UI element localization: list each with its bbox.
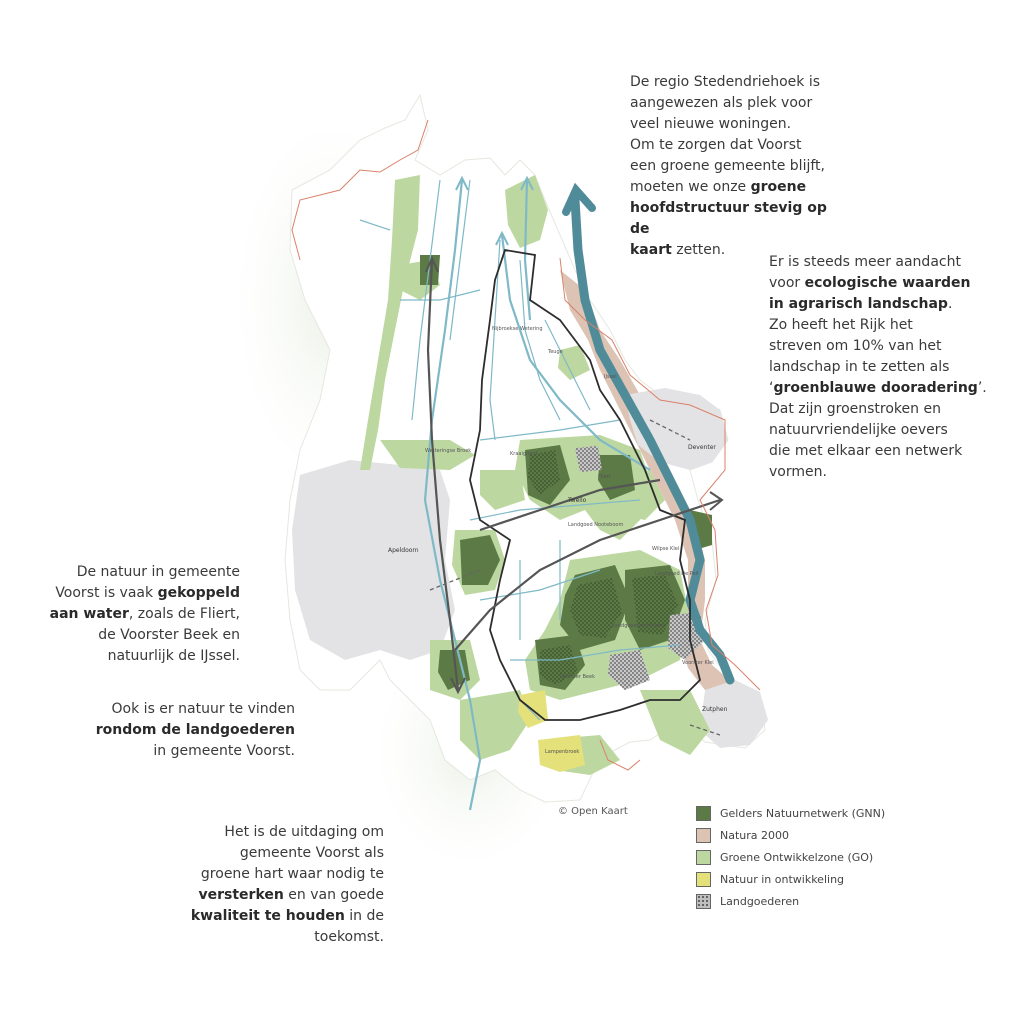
label-wetering: Nijbroekse Wetering (492, 326, 543, 332)
map-legend (696, 802, 885, 912)
text-line: De regio Stedendriehoek is (630, 74, 820, 90)
text-line: een groene gemeente blijft, (630, 158, 825, 174)
text-line: die met elkaar een netwerk (769, 443, 963, 459)
emphasis: groenblauwe dooradering (773, 380, 978, 396)
text-line: Ook is er natuur te vinden (111, 701, 295, 717)
legend-swatch (696, 806, 711, 821)
estates-text-block (60, 699, 295, 762)
emphasis: in agrarisch landschap (769, 296, 948, 312)
label-kraaigrond: Kraaigrond (510, 451, 538, 457)
legend-item-gnn (696, 802, 885, 824)
text-line: natuurlijk de IJssel. (107, 648, 240, 664)
label-ijssel: IJssel (604, 374, 617, 380)
text-line (60, 720, 295, 741)
label-zutphen: Zutphen (702, 706, 728, 713)
text-line (630, 177, 850, 198)
text-line (40, 583, 240, 604)
intro-text-block (630, 72, 850, 261)
emphasis: kaart (630, 242, 672, 258)
emphasis: ecologische waarden (804, 275, 971, 291)
emphasis: versterken (198, 887, 284, 903)
legend-item-natura2000 (696, 824, 885, 846)
text-line (170, 885, 384, 906)
legend-swatch (696, 872, 711, 887)
emphasis: gekoppeld (157, 585, 240, 601)
text-line: De natuur in gemeente (76, 564, 240, 580)
emphasis: hoofdstructuur stevig op de (630, 200, 827, 237)
label-landgoed-noord: Landgoed Nooteboom (568, 522, 624, 528)
ecology-text-block (769, 252, 989, 483)
text-line: Het is de uitdaging om (224, 824, 384, 840)
text-line (769, 294, 989, 315)
legend-label: Natuur in ontwikkeling (720, 872, 845, 886)
text-span: zetten. (671, 242, 726, 258)
text-line: Dat zijn groenstroken en (769, 401, 941, 417)
legend-swatch (696, 894, 711, 909)
text-line (769, 378, 989, 399)
legend-label: Natura 2000 (720, 828, 790, 842)
text-line (769, 273, 989, 294)
label-voorster-klei: Voorster Klei (682, 660, 714, 666)
text-line: toekomst. (314, 929, 384, 945)
text-line: landschap in te zetten als (769, 359, 950, 375)
label-deventer: Deventer (688, 444, 716, 451)
map-credit: © Open Kaart (558, 806, 628, 817)
text-line: in gemeente Voorst. (153, 743, 295, 759)
emphasis: rondom de landgoederen (95, 722, 295, 738)
text-span: moeten we onze (630, 179, 751, 195)
text-line: veel nieuwe woningen. (630, 116, 792, 132)
text-line: Om te zorgen dat Voorst (630, 137, 802, 153)
text-line (170, 906, 384, 927)
emphasis: aan water (49, 606, 129, 622)
text-span: in de (344, 908, 384, 924)
challenge-text-block (170, 822, 384, 948)
text-line (40, 604, 240, 625)
water-text-block (40, 562, 240, 667)
text-line: groene hart waar nodig te (200, 866, 384, 882)
label-landgoederen-voorst: Landgoederen Voorst (612, 623, 666, 629)
text-span: voor (769, 275, 805, 291)
emphasis: kwaliteit te houden (190, 908, 345, 924)
legend-label: Gelders Natuurnetwerk (GNN) (720, 806, 886, 820)
text-span: ’. (977, 380, 987, 396)
text-span: . (947, 296, 953, 312)
text-line: Er is steeds meer aandacht (769, 254, 961, 270)
label-twello: Twello (568, 497, 587, 504)
legend-item-go (696, 846, 885, 868)
text-span: , zoals de Fliert, (128, 606, 240, 622)
text-line: natuurvriendelijke oevers (769, 422, 948, 438)
text-span: Voorst is vaak (55, 585, 158, 601)
label-fliert: Fliert (598, 474, 611, 480)
legend-label: Groene Ontwikkelzone (GO) (720, 850, 874, 864)
label-lampenbroek: Lampenbroek (545, 749, 580, 755)
label-voorster-beek: Voorster Beek (560, 674, 595, 680)
emphasis: groene (750, 179, 807, 195)
urban-apeldoorn (292, 460, 455, 660)
legend-swatch (696, 828, 711, 843)
text-span: ‘ (769, 380, 774, 396)
urban-zutphen (700, 680, 768, 748)
text-line: de Voorster Beek en (98, 627, 240, 643)
text-line: streven om 10% van het (769, 338, 942, 354)
legend-swatch (696, 850, 711, 865)
text-line: vormen. (769, 464, 827, 480)
text-line (630, 198, 850, 240)
legend-label: Landgoederen (720, 894, 800, 908)
text-line: aangewezen als plek voor (630, 95, 813, 111)
label-teuge: Teuge (548, 349, 563, 355)
label-wilpse-klei: Wilpse Klei (652, 546, 680, 552)
text-line: gemeente Voorst als (239, 845, 384, 861)
legend-item-developing (696, 868, 885, 890)
label-apeldoorn: Apeldoorn (388, 547, 419, 554)
label-wetteringse: Wetteringse Broek (425, 448, 472, 454)
label-landgoed-het-pol: Landgoed De Poll (655, 571, 699, 577)
legend-item-estates (696, 890, 885, 912)
text-span: en van goede (283, 887, 384, 903)
text-line: Zo heeft het Rijk het (769, 317, 913, 333)
